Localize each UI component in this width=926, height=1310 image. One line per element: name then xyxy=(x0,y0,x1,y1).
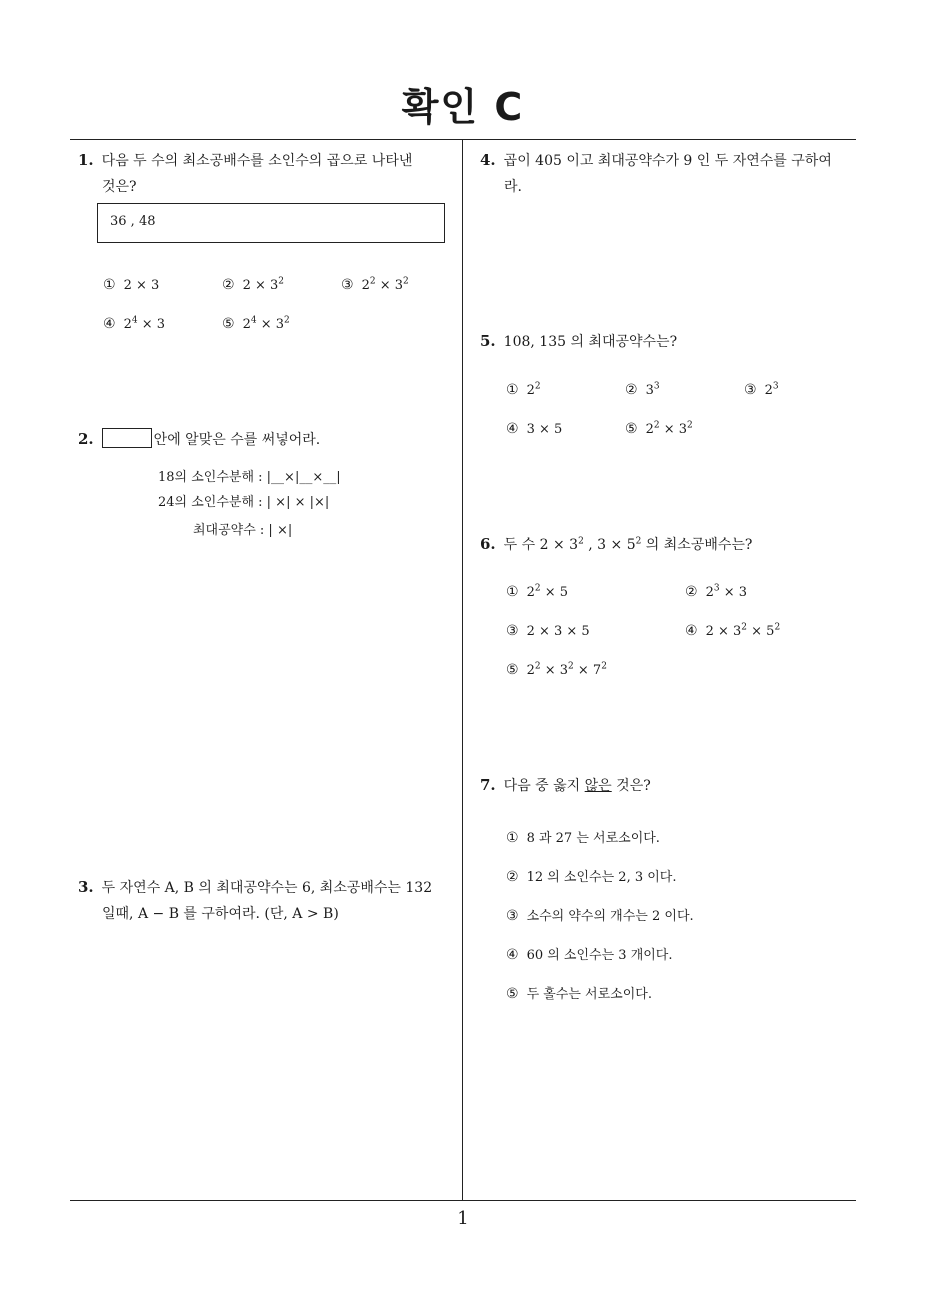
underlined-word: 않은 xyxy=(584,778,612,794)
question-text: 다음 두 수의 최소공배수를 소인수의 곱으로 나타낸 xyxy=(101,153,413,169)
question-3 xyxy=(78,874,462,927)
question-2 xyxy=(78,426,462,453)
option-1[interactable]: ① $2^2 \times 5$ xyxy=(506,583,569,600)
question-text: 두 수 $2 \times 3^2$ , $3 \times 5^2$ 의 최소공배수는? xyxy=(503,536,753,553)
option-3[interactable]: ③ 2 × 3 × 5 xyxy=(506,623,590,639)
page-title: 확인 C xyxy=(401,85,525,129)
question-4 xyxy=(480,147,860,200)
question-5 xyxy=(480,328,860,355)
question-number: 1. xyxy=(78,151,94,169)
option-1[interactable]: ① $2^2$ xyxy=(506,381,541,398)
question-text-cont: 것은? xyxy=(102,179,137,195)
option-4[interactable]: ④ $2^4 \times 3$ xyxy=(103,315,166,332)
option-4[interactable]: ④ 3 × 5 xyxy=(506,421,563,437)
option-2[interactable]: ② $2^3 \times 3$ xyxy=(685,583,748,600)
option-1[interactable]: ① 8 과 27 는 서로소이다. xyxy=(506,830,660,846)
option-3[interactable]: ③ 소수의 약수의 개수는 2 이다. xyxy=(506,908,694,924)
option-3[interactable]: ③ $2^3$ xyxy=(744,381,779,398)
factorization-18: 18의 소인수분해 : |__×|__×__| xyxy=(158,470,341,485)
question-6 xyxy=(480,531,860,558)
question-number: 7. xyxy=(480,776,496,794)
option-2[interactable]: ② $3^3$ xyxy=(625,381,660,398)
question-number: 4. xyxy=(480,151,496,169)
option-3[interactable]: ③ $2^2 \times 3^2$ xyxy=(341,276,409,293)
gcd-row: 최대공약수 : | ×| xyxy=(193,523,293,538)
question-number: 6. xyxy=(480,535,496,553)
question-1 xyxy=(78,147,462,200)
page-number: 1 xyxy=(457,1208,469,1229)
question-text: 108, 135 의 최대공약수는? xyxy=(503,334,678,350)
question-7 xyxy=(480,772,860,799)
question-number: 5. xyxy=(480,332,496,350)
answer-blank-box xyxy=(102,428,152,448)
question-text: 안에 알맞은 수를 써넣어라. xyxy=(153,432,321,448)
option-5[interactable]: ⑤ $2^4 \times 3^2$ xyxy=(222,315,290,332)
bottom-divider xyxy=(70,1200,856,1201)
option-5[interactable]: ⑤ $2^2 \times 3^2 \times 7^2$ xyxy=(506,661,607,678)
option-5[interactable]: ⑤ $2^2 \times 3^2$ xyxy=(625,420,693,437)
question-text-cont: 라. xyxy=(504,179,522,195)
question-number: 2. xyxy=(78,430,94,448)
question-text: 두 자연수 A, B 의 최대공약수는 6, 최소공배수는 132 xyxy=(101,880,433,896)
option-5[interactable]: ⑤ 두 홀수는 서로소이다. xyxy=(506,986,652,1002)
question-text: 다음 중 옳지 않은 것은? xyxy=(503,778,651,794)
question-number: 3. xyxy=(78,878,94,896)
option-2[interactable]: ② $2 \times 3^2$ xyxy=(222,276,284,293)
given-numbers: 36 , 48 xyxy=(110,214,156,229)
option-4[interactable]: ④ $2 \times 3^2 \times 5^2$ xyxy=(685,622,781,639)
option-2[interactable]: ② 12 의 소인수는 2, 3 이다. xyxy=(506,869,677,885)
option-4[interactable]: ④ 60 의 소인수는 3 개이다. xyxy=(506,947,673,963)
column-divider xyxy=(462,139,463,1201)
given-numbers-box xyxy=(97,203,445,243)
question-text-cont: 일때, A − B 를 구하여라. (단, A > B) xyxy=(102,906,339,922)
question-text: 곱이 405 이고 최대공약수가 9 인 두 자연수를 구하여 xyxy=(503,153,832,169)
top-divider xyxy=(70,139,856,140)
factorization-24: 24의 소인수분해 : | ×| × |×| xyxy=(158,495,330,510)
option-1[interactable]: ① 2 × 3 xyxy=(103,277,160,293)
